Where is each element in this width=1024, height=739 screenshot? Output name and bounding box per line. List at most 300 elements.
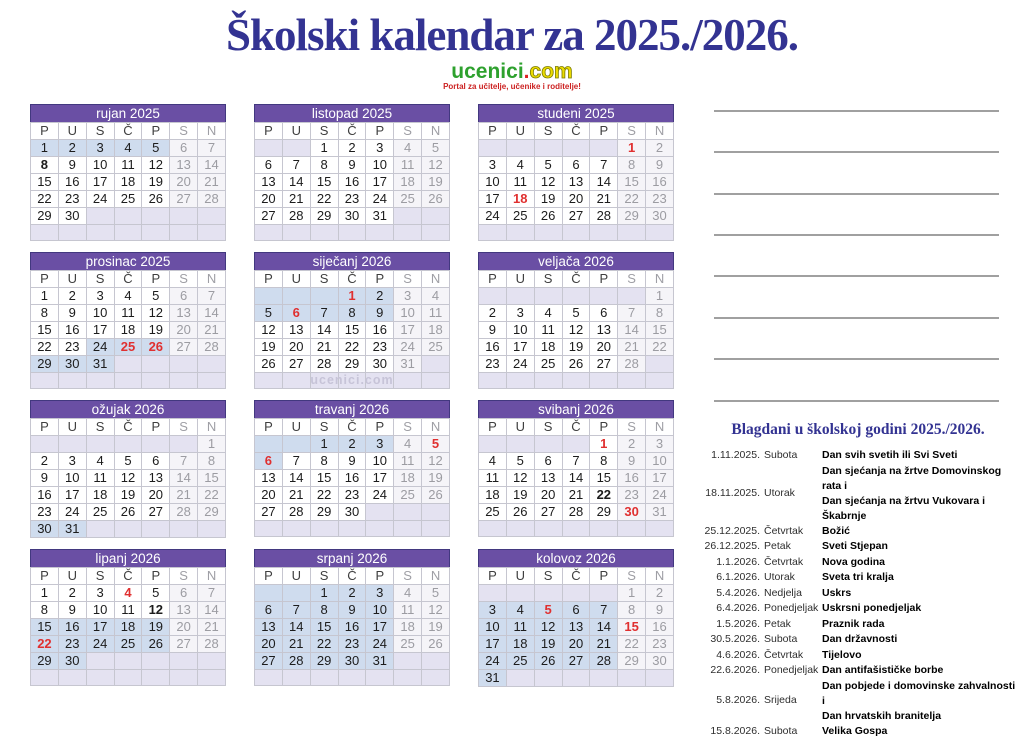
weekday-header: P <box>479 568 507 585</box>
day-cell: 26 <box>422 191 450 208</box>
month-svibanj-2026 <box>478 400 674 538</box>
day-cell: 21 <box>282 636 310 653</box>
day-cell: 14 <box>562 470 590 487</box>
day-cell <box>114 670 142 686</box>
day-cell: 26 <box>142 636 170 653</box>
day-cell <box>394 504 422 521</box>
weekday-header: P <box>255 568 283 585</box>
day-cell <box>86 436 114 453</box>
day-cell: 31 <box>479 670 507 687</box>
day-cell: 3 <box>86 288 114 305</box>
holiday-weekday: Ponedjeljak <box>764 663 822 679</box>
day-cell: 30 <box>338 208 366 225</box>
holiday-row <box>698 663 1018 679</box>
day-cell: 4 <box>114 140 142 157</box>
day-cell: 22 <box>31 339 59 356</box>
day-cell: 10 <box>646 453 674 470</box>
day-cell: 24 <box>394 339 422 356</box>
holidays-list <box>698 448 1018 739</box>
day-cell: 11 <box>86 470 114 487</box>
day-cell <box>506 288 534 305</box>
weekday-header: P <box>479 123 507 140</box>
day-cell: 3 <box>479 157 507 174</box>
month-title: srpanj 2026 <box>254 549 450 567</box>
day-cell: 6 <box>255 157 283 174</box>
weekday-header: P <box>366 123 394 140</box>
day-cell: 3 <box>366 140 394 157</box>
day-cell: 18 <box>86 487 114 504</box>
day-cell <box>534 585 562 602</box>
day-cell: 20 <box>170 619 198 636</box>
day-cell: 3 <box>366 436 394 453</box>
day-cell: 25 <box>86 504 114 521</box>
day-cell <box>562 373 590 389</box>
day-cell: 25 <box>114 339 142 356</box>
day-cell: 9 <box>479 322 507 339</box>
day-cell: 28 <box>590 208 618 225</box>
day-cell: 10 <box>58 470 86 487</box>
day-cell <box>646 356 674 373</box>
weekday-header: S <box>170 568 198 585</box>
day-cell <box>170 208 198 225</box>
day-cell <box>86 670 114 686</box>
day-cell <box>255 225 283 241</box>
day-cell <box>618 225 646 241</box>
month-listopad-2025 <box>254 104 450 241</box>
day-cell <box>282 670 310 686</box>
day-cell: 12 <box>142 602 170 619</box>
day-cell <box>114 225 142 241</box>
note-line <box>714 400 999 402</box>
holiday-row <box>698 679 1018 724</box>
note-line <box>714 110 999 112</box>
day-cell: 25 <box>394 487 422 504</box>
day-cell: 8 <box>310 602 338 619</box>
weekday-header: N <box>422 123 450 140</box>
day-cell <box>310 373 338 389</box>
day-cell <box>618 288 646 305</box>
holiday-name: Dan svih svetih ili Svi Sveti <box>822 448 1018 463</box>
day-cell: 3 <box>646 436 674 453</box>
month-title: siječanj 2026 <box>254 252 450 270</box>
weekday-header: P <box>142 271 170 288</box>
day-cell <box>562 436 590 453</box>
month-title: lipanj 2026 <box>30 549 226 567</box>
day-cell: 7 <box>562 453 590 470</box>
day-cell: 13 <box>170 602 198 619</box>
day-cell <box>170 373 198 389</box>
day-cell: 19 <box>422 470 450 487</box>
weekday-header: P <box>366 419 394 436</box>
day-cell <box>58 670 86 686</box>
day-cell <box>338 521 366 537</box>
holiday-weekday: Ponedjeljak <box>764 601 822 617</box>
day-cell: 6 <box>282 305 310 322</box>
day-cell: 16 <box>366 322 394 339</box>
holiday-date: 5.8.2026. <box>698 693 760 709</box>
day-cell: 18 <box>506 191 534 208</box>
weekday-header: S <box>534 123 562 140</box>
day-cell: 20 <box>255 487 283 504</box>
day-cell <box>590 585 618 602</box>
day-cell: 24 <box>479 208 507 225</box>
day-cell: 5 <box>114 453 142 470</box>
day-cell: 23 <box>618 487 646 504</box>
day-cell: 10 <box>394 305 422 322</box>
day-cell: 2 <box>338 436 366 453</box>
day-cell: 27 <box>170 191 198 208</box>
day-cell <box>646 373 674 389</box>
day-cell: 5 <box>142 140 170 157</box>
day-cell: 8 <box>31 602 59 619</box>
month-title: ožujak 2026 <box>30 400 226 418</box>
day-cell: 19 <box>142 619 170 636</box>
day-cell: 27 <box>170 636 198 653</box>
day-cell <box>618 373 646 389</box>
day-cell: 4 <box>479 453 507 470</box>
month-table <box>478 122 674 241</box>
day-cell: 28 <box>198 191 226 208</box>
day-cell: 14 <box>198 602 226 619</box>
day-cell: 4 <box>394 140 422 157</box>
note-line <box>714 234 999 236</box>
day-cell: 28 <box>562 504 590 521</box>
day-cell <box>422 208 450 225</box>
day-cell: 6 <box>170 288 198 305</box>
day-cell <box>618 521 646 537</box>
weekday-header: S <box>534 568 562 585</box>
day-cell: 7 <box>198 140 226 157</box>
weekday-header: Č <box>562 568 590 585</box>
day-cell <box>422 653 450 670</box>
weekday-header: S <box>170 271 198 288</box>
day-cell: 16 <box>58 619 86 636</box>
note-line <box>714 275 999 277</box>
day-cell: 28 <box>282 653 310 670</box>
day-cell: 13 <box>142 470 170 487</box>
day-cell <box>534 373 562 389</box>
day-cell: 2 <box>338 140 366 157</box>
weekday-header: Č <box>562 123 590 140</box>
day-cell: 1 <box>618 585 646 602</box>
day-cell: 17 <box>86 174 114 191</box>
day-cell <box>562 140 590 157</box>
day-cell <box>422 670 450 686</box>
day-cell: 13 <box>282 322 310 339</box>
day-cell: 30 <box>58 208 86 225</box>
day-cell <box>534 436 562 453</box>
day-cell: 17 <box>646 470 674 487</box>
day-cell: 20 <box>255 636 283 653</box>
day-cell: 16 <box>338 470 366 487</box>
day-cell: 12 <box>562 322 590 339</box>
day-cell: 28 <box>198 636 226 653</box>
day-cell: 7 <box>590 602 618 619</box>
day-cell <box>114 521 142 538</box>
note-line <box>714 358 999 360</box>
day-cell: 26 <box>506 504 534 521</box>
day-cell <box>646 670 674 687</box>
month-table <box>30 270 226 389</box>
day-cell <box>31 670 59 686</box>
day-cell: 30 <box>58 653 86 670</box>
day-cell: 26 <box>562 356 590 373</box>
day-cell: 19 <box>534 191 562 208</box>
weekday-header: P <box>142 568 170 585</box>
weekday-header: N <box>646 123 674 140</box>
day-cell: 17 <box>479 191 507 208</box>
day-cell <box>142 225 170 241</box>
day-cell <box>198 373 226 389</box>
month-travanj-2026 <box>254 400 450 538</box>
holiday-row <box>698 724 1018 739</box>
day-cell: 12 <box>534 174 562 191</box>
day-cell: 3 <box>86 585 114 602</box>
page-title: Školski kalendar za 2025./2026. <box>0 12 1024 59</box>
day-cell: 3 <box>506 305 534 322</box>
month-prosinac-2025 <box>30 252 226 389</box>
day-cell: 2 <box>31 453 59 470</box>
weekday-header: S <box>618 271 646 288</box>
day-cell: 29 <box>310 504 338 521</box>
day-cell: 5 <box>142 288 170 305</box>
day-cell: 17 <box>394 322 422 339</box>
day-cell <box>170 436 198 453</box>
holiday-date: 6.1.2026. <box>698 570 760 586</box>
month-table <box>478 270 674 389</box>
day-cell <box>255 288 283 305</box>
day-cell <box>114 653 142 670</box>
day-cell: 31 <box>394 356 422 373</box>
day-cell <box>479 225 507 241</box>
note-line <box>714 317 999 319</box>
day-cell <box>590 225 618 241</box>
day-cell: 23 <box>646 191 674 208</box>
day-cell: 12 <box>422 453 450 470</box>
day-cell: 2 <box>646 140 674 157</box>
day-cell <box>142 373 170 389</box>
holiday-name: Praznik rada <box>822 617 1018 632</box>
day-cell: 24 <box>86 191 114 208</box>
day-cell: 25 <box>114 636 142 653</box>
day-cell: 29 <box>31 653 59 670</box>
day-cell <box>198 521 226 538</box>
day-cell: 25 <box>534 356 562 373</box>
day-cell: 9 <box>58 305 86 322</box>
holiday-row <box>698 632 1018 648</box>
day-cell <box>282 585 310 602</box>
day-cell <box>506 373 534 389</box>
weekday-header: P <box>31 123 59 140</box>
day-cell <box>310 288 338 305</box>
day-cell: 9 <box>338 602 366 619</box>
day-cell: 16 <box>646 619 674 636</box>
holidays-title: Blagdani u školskoj godini 2025./2026. <box>698 421 1018 439</box>
weekday-header: N <box>422 271 450 288</box>
day-cell: 15 <box>31 619 59 636</box>
day-cell: 8 <box>618 157 646 174</box>
day-cell: 10 <box>86 305 114 322</box>
day-cell: 13 <box>255 470 283 487</box>
day-cell: 17 <box>58 487 86 504</box>
day-cell <box>310 521 338 537</box>
day-cell: 25 <box>394 191 422 208</box>
day-cell: 25 <box>506 208 534 225</box>
day-cell: 30 <box>646 208 674 225</box>
day-cell <box>58 436 86 453</box>
day-cell <box>479 373 507 389</box>
weekday-header: N <box>646 271 674 288</box>
day-cell: 15 <box>310 619 338 636</box>
day-cell <box>170 521 198 538</box>
day-cell <box>366 670 394 686</box>
holidays-panel <box>698 421 1018 739</box>
note-line <box>714 193 999 195</box>
day-cell <box>114 208 142 225</box>
day-cell: 11 <box>114 602 142 619</box>
weekday-header: P <box>366 568 394 585</box>
day-cell: 18 <box>114 322 142 339</box>
day-cell: 28 <box>590 653 618 670</box>
day-cell <box>31 436 59 453</box>
day-cell <box>590 670 618 687</box>
month-table <box>478 418 674 537</box>
weekday-header: N <box>198 568 226 585</box>
holiday-date: 30.5.2026. <box>698 632 760 648</box>
day-cell <box>534 670 562 687</box>
month-title: studeni 2025 <box>478 104 674 122</box>
day-cell <box>534 288 562 305</box>
day-cell: 30 <box>618 504 646 521</box>
day-cell <box>255 373 283 389</box>
weekday-header: S <box>618 568 646 585</box>
logo-dot: . <box>524 60 530 83</box>
weekday-header: Č <box>338 271 366 288</box>
holiday-name: Dan antifašističke borbe <box>822 663 1018 678</box>
day-cell: 9 <box>31 470 59 487</box>
day-cell: 3 <box>86 140 114 157</box>
day-cell: 14 <box>198 157 226 174</box>
day-cell: 8 <box>198 453 226 470</box>
day-cell: 7 <box>310 305 338 322</box>
day-cell: 7 <box>618 305 646 322</box>
holiday-name: Uskrsni ponedjeljak <box>822 601 1018 616</box>
day-cell: 11 <box>506 619 534 636</box>
day-cell <box>142 208 170 225</box>
day-cell <box>506 670 534 687</box>
day-cell: 2 <box>618 436 646 453</box>
day-cell: 31 <box>58 521 86 538</box>
day-cell: 23 <box>58 191 86 208</box>
weekday-header: U <box>506 568 534 585</box>
month-table <box>254 270 450 389</box>
day-cell: 7 <box>170 453 198 470</box>
day-cell <box>422 504 450 521</box>
weekday-header: N <box>198 123 226 140</box>
day-cell <box>170 670 198 686</box>
day-cell: 9 <box>58 602 86 619</box>
day-cell: 22 <box>310 487 338 504</box>
weekday-header: N <box>198 271 226 288</box>
weekday-header: P <box>31 568 59 585</box>
day-cell <box>534 140 562 157</box>
day-cell: 16 <box>338 619 366 636</box>
day-cell: 1 <box>618 140 646 157</box>
day-cell: 22 <box>618 191 646 208</box>
weekday-header: N <box>422 419 450 436</box>
holiday-name: Nova godina <box>822 555 1018 570</box>
day-cell: 27 <box>255 653 283 670</box>
day-cell: 18 <box>114 174 142 191</box>
month-title: veljača 2026 <box>478 252 674 270</box>
day-cell: 9 <box>338 157 366 174</box>
weekday-header: U <box>506 271 534 288</box>
day-cell: 1 <box>590 436 618 453</box>
day-cell: 5 <box>255 305 283 322</box>
day-cell: 29 <box>310 653 338 670</box>
holiday-date: 6.4.2026. <box>698 601 760 617</box>
holiday-row <box>698 448 1018 464</box>
day-cell: 16 <box>58 174 86 191</box>
day-cell <box>282 225 310 241</box>
day-cell: 12 <box>422 602 450 619</box>
weekday-header: Č <box>114 568 142 585</box>
day-cell: 14 <box>282 470 310 487</box>
day-cell: 30 <box>366 356 394 373</box>
day-cell: 19 <box>114 487 142 504</box>
day-cell <box>394 208 422 225</box>
day-cell: 22 <box>31 191 59 208</box>
day-cell <box>506 585 534 602</box>
holiday-name: Dan pobjede i domovinske zahvalnosti i Dan hrvatskih branitelja <box>822 679 1018 724</box>
day-cell: 20 <box>170 174 198 191</box>
holiday-name: Uskrs <box>822 586 1018 601</box>
holiday-date: 22.6.2026. <box>698 663 760 679</box>
day-cell: 8 <box>618 602 646 619</box>
day-cell: 15 <box>646 322 674 339</box>
month-title: rujan 2025 <box>30 104 226 122</box>
day-cell <box>590 521 618 537</box>
day-cell: 1 <box>31 585 59 602</box>
day-cell: 1 <box>31 140 59 157</box>
day-cell: 27 <box>142 504 170 521</box>
day-cell: 18 <box>394 619 422 636</box>
day-cell <box>86 208 114 225</box>
day-cell: 12 <box>422 157 450 174</box>
day-cell: 9 <box>646 602 674 619</box>
weekday-header: S <box>310 123 338 140</box>
holiday-row <box>698 570 1018 586</box>
day-cell: 19 <box>142 322 170 339</box>
weekday-header: P <box>255 123 283 140</box>
weekday-header: P <box>590 123 618 140</box>
month-table <box>254 418 450 537</box>
weekday-header: N <box>422 568 450 585</box>
holiday-weekday: Četvrtak <box>764 555 822 571</box>
day-cell: 1 <box>31 288 59 305</box>
month-table <box>254 122 450 241</box>
day-cell: 10 <box>506 322 534 339</box>
day-cell: 30 <box>646 653 674 670</box>
weekday-header: S <box>394 568 422 585</box>
day-cell <box>506 140 534 157</box>
weekday-header: U <box>506 419 534 436</box>
day-cell <box>58 225 86 241</box>
day-cell: 16 <box>618 470 646 487</box>
day-cell: 25 <box>422 339 450 356</box>
weekday-header: N <box>646 419 674 436</box>
day-cell: 22 <box>646 339 674 356</box>
